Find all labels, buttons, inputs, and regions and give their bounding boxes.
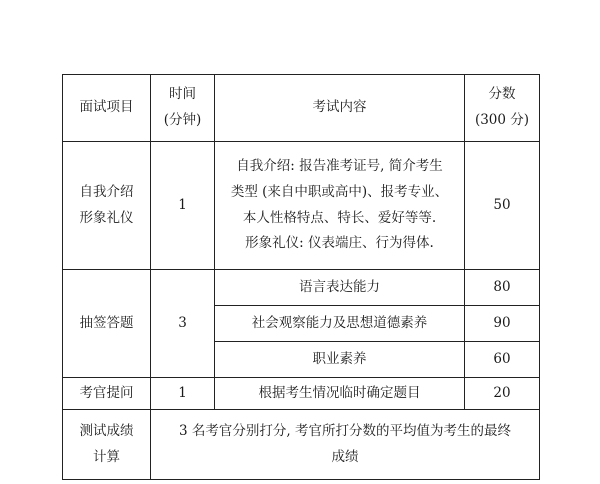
examiner-item: 考官提问 [63,378,151,410]
scoring-table [62,74,540,480]
final-item-line2: 计算 [93,448,120,465]
intro-content-line2: 类型 (来自中职或高中)、报考专业、 [230,183,449,200]
intro-item-line2: 形象礼仪 [79,209,134,226]
intro-item-line1: 自我介绍 [79,183,134,200]
draw-time: 3 [151,270,215,378]
table-row-examiner [63,378,540,410]
draw-score-3: 60 [465,342,540,378]
final-description-line1: 3 名考官分别打分, 考官所打分数的平均值为考生的最终 [179,422,511,439]
header-score-total: (300 分) [474,112,530,128]
final-description [151,410,540,480]
intro-item [63,142,151,270]
header-time-label: 时间 [169,86,196,103]
draw-content-3: 职业素养 [215,342,465,378]
final-description-line2: 成绩 [331,448,359,465]
table-row-final [63,410,540,480]
draw-content-2: 社会观察能力及思想道德素养 [215,306,465,342]
intro-score: 50 [465,142,540,270]
header-content: 考试内容 [215,75,465,142]
draw-item: 抽签答题 [63,270,151,378]
draw-score-1: 80 [465,270,540,306]
intro-content [215,142,465,270]
table-row-draw-1 [63,270,540,306]
header-item: 面试项目 [63,75,151,142]
header-time-unit: (分钟) [163,112,202,128]
examiner-time: 1 [151,378,215,410]
header-time [151,75,215,142]
draw-content-1: 语言表达能力 [215,270,465,306]
examiner-score: 20 [465,378,540,410]
final-item [63,410,151,480]
draw-score-2: 90 [465,306,540,342]
header-score-label: 分数 [488,86,516,103]
intro-content-line3: 本人性格特点、特长、爱好等等. [242,209,437,226]
intro-content-line1: 自我介绍: 报告准考证号, 简介考生 [236,158,443,175]
examiner-content: 根据考生情况临时确定题目 [215,378,465,410]
final-item-line1: 测试成绩 [79,422,134,439]
table-row-intro [63,142,540,270]
header-score [465,75,540,142]
intro-time: 1 [151,142,215,270]
header-row [63,75,540,142]
intro-content-line4: 形象礼仪: 仪表端庄、行为得体. [245,235,434,252]
